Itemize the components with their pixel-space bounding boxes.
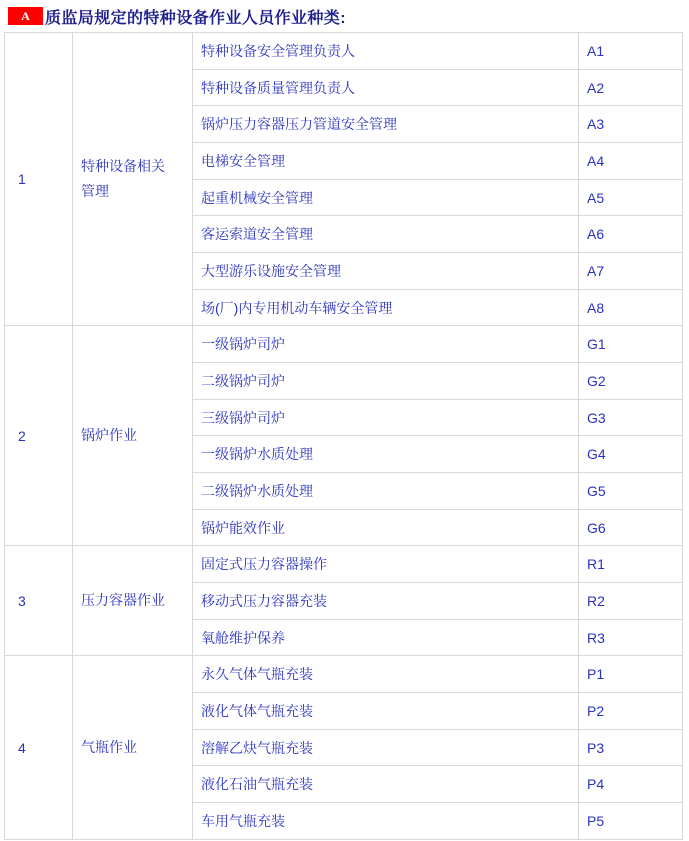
- section-badge: A: [8, 7, 43, 25]
- item-code-cell: A1: [579, 33, 683, 70]
- item-name-cell: 液化石油气瓶充装: [193, 766, 579, 803]
- item-name-cell: 移动式压力容器充装: [193, 583, 579, 620]
- item-code-cell: A5: [579, 179, 683, 216]
- item-code-cell: G3: [579, 399, 683, 436]
- item-name-cell: 三级锅炉司炉: [193, 399, 579, 436]
- item-code-cell: G1: [579, 326, 683, 363]
- item-name-cell: 场(厂)内专用机动车辆安全管理: [193, 289, 579, 326]
- table-row: [5, 546, 683, 583]
- item-name-cell: 客运索道安全管理: [193, 216, 579, 253]
- item-code-cell: G4: [579, 436, 683, 473]
- item-name-cell: 特种设备质量管理负责人: [193, 69, 579, 106]
- categories-table: [4, 32, 683, 840]
- item-name-cell: 液化气体气瓶充装: [193, 693, 579, 730]
- item-code-cell: P4: [579, 766, 683, 803]
- item-name-cell: 车用气瓶充装: [193, 803, 579, 840]
- item-code-cell: P2: [579, 693, 683, 730]
- item-name-cell: 起重机械安全管理: [193, 179, 579, 216]
- table-row: [5, 33, 683, 70]
- item-name-cell: 二级锅炉水质处理: [193, 473, 579, 510]
- group-number-cell: 4: [5, 656, 73, 839]
- item-code-cell: R3: [579, 619, 683, 656]
- item-code-cell: A2: [579, 69, 683, 106]
- group-number-cell: 2: [5, 326, 73, 546]
- item-name-cell: 锅炉能效作业: [193, 509, 579, 546]
- item-code-cell: R1: [579, 546, 683, 583]
- page-title: 质监局规定的特种设备作业人员作业种类:: [45, 9, 346, 27]
- item-code-cell: G5: [579, 473, 683, 510]
- group-category-cell: 压力容器作业: [73, 546, 193, 656]
- item-code-cell: P1: [579, 656, 683, 693]
- item-code-cell: P5: [579, 803, 683, 840]
- item-name-cell: 氧舱维护保养: [193, 619, 579, 656]
- item-name-cell: 一级锅炉司炉: [193, 326, 579, 363]
- item-name-cell: 一级锅炉水质处理: [193, 436, 579, 473]
- item-code-cell: R2: [579, 583, 683, 620]
- item-code-cell: A3: [579, 106, 683, 143]
- group-category-cell: 锅炉作业: [73, 326, 193, 546]
- item-name-cell: 电梯安全管理: [193, 143, 579, 180]
- item-code-cell: A4: [579, 143, 683, 180]
- page-header: [0, 0, 689, 32]
- table-row: [5, 656, 683, 693]
- group-number-cell: 3: [5, 546, 73, 656]
- item-name-cell: 特种设备安全管理负责人: [193, 33, 579, 70]
- group-category-cell: 特种设备相关管理: [73, 33, 193, 326]
- item-code-cell: A7: [579, 253, 683, 290]
- table-row: [5, 326, 683, 363]
- item-code-cell: P3: [579, 729, 683, 766]
- item-name-cell: 永久气体气瓶充装: [193, 656, 579, 693]
- item-code-cell: A6: [579, 216, 683, 253]
- item-name-cell: 二级锅炉司炉: [193, 363, 579, 400]
- item-code-cell: G2: [579, 363, 683, 400]
- group-number-cell: 1: [5, 33, 73, 326]
- item-code-cell: G6: [579, 509, 683, 546]
- item-name-cell: 大型游乐设施安全管理: [193, 253, 579, 290]
- item-name-cell: 固定式压力容器操作: [193, 546, 579, 583]
- group-category-cell: 气瓶作业: [73, 656, 193, 839]
- item-name-cell: 锅炉压力容器压力管道安全管理: [193, 106, 579, 143]
- item-name-cell: 溶解乙炔气瓶充装: [193, 729, 579, 766]
- item-code-cell: A8: [579, 289, 683, 326]
